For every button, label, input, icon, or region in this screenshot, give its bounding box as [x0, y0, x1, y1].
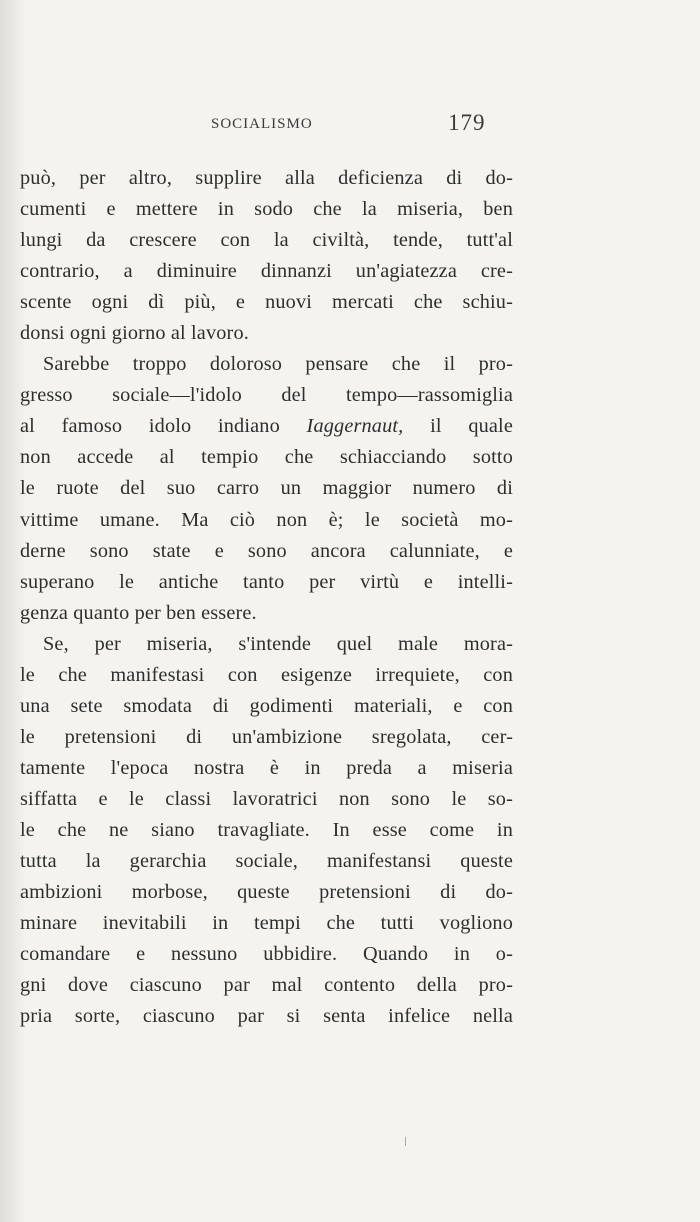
text-line: siffatta e le classi lavoratrici non sono le so-	[20, 787, 513, 810]
text-fragment: al famoso idolo indiano	[20, 415, 280, 438]
text-line: non accede al tempio che schiacciando sotto	[20, 446, 513, 469]
text-line: lungi da crescere con la civiltà, tende, tutt'al	[20, 229, 513, 252]
paper-speck	[405, 1137, 406, 1146]
text-line: pria sorte, ciascuno par si senta infelice nella	[20, 1005, 513, 1028]
text-line: cumenti e mettere in sodo che la miseria, ben	[20, 198, 513, 221]
text-line: gni dove ciascuno par mal contento della pro-	[20, 974, 513, 997]
text-line: ambizioni morbose, queste pretensioni di do-	[20, 881, 513, 904]
text-fragment: il quale	[430, 415, 513, 438]
text-line: una sete smodata di godimenti materiali, e con	[20, 694, 513, 717]
text-line: tutta la gerarchia sociale, manifestansi queste	[20, 850, 513, 873]
text-line: donsi ogni giorno al lavoro.	[20, 322, 249, 345]
text-line: Se, per miseria, s'intende quel male mora-	[43, 632, 513, 655]
text-line: minare inevitabili in tempi che tutti vogliono	[20, 912, 513, 935]
text-line: può, per altro, supplire alla deficienza di do-	[20, 167, 513, 189]
text-line: le che manifestasi con esigenze irrequiete, con	[20, 663, 513, 686]
page-number: 179	[448, 110, 486, 135]
text-line: tamente l'epoca nostra è in preda a miseria	[20, 756, 513, 779]
text-line: gresso sociale—l'idolo del tempo—rassomiglia	[20, 384, 513, 407]
text-line: Sarebbe troppo doloroso pensare che il pro-	[43, 353, 513, 376]
page-header	[0, 110, 700, 146]
text-line: superano le antiche tanto per virtù e intelli-	[20, 570, 513, 593]
text-line: comandare e nessuno ubbidire. Quando in o-	[20, 943, 513, 966]
text-line: le pretensioni di un'ambizione sregolata, cer-	[20, 725, 513, 748]
text-line-with-italic	[20, 411, 513, 442]
running-head: SOCIALISMO	[211, 116, 313, 132]
italic-term: Iaggernaut,	[306, 415, 404, 438]
text-line: scente ogni dì più, e nuovi mercati che schiu-	[20, 291, 513, 314]
text-line: le ruote del suo carro un maggior numero di	[20, 477, 513, 500]
text-line: contrario, a diminuire dinnanzi un'agiatezza cre-	[20, 260, 513, 283]
text-line: le che ne siano travagliate. In esse come in	[20, 818, 513, 841]
text-line: derne sono state e sono ancora calunniate, e	[20, 539, 513, 562]
text-line: genza quanto per ben essere.	[20, 601, 257, 624]
text-line: vittime umane. Ma ciò non è; le società mo-	[20, 508, 513, 531]
body-text	[20, 163, 513, 1032]
